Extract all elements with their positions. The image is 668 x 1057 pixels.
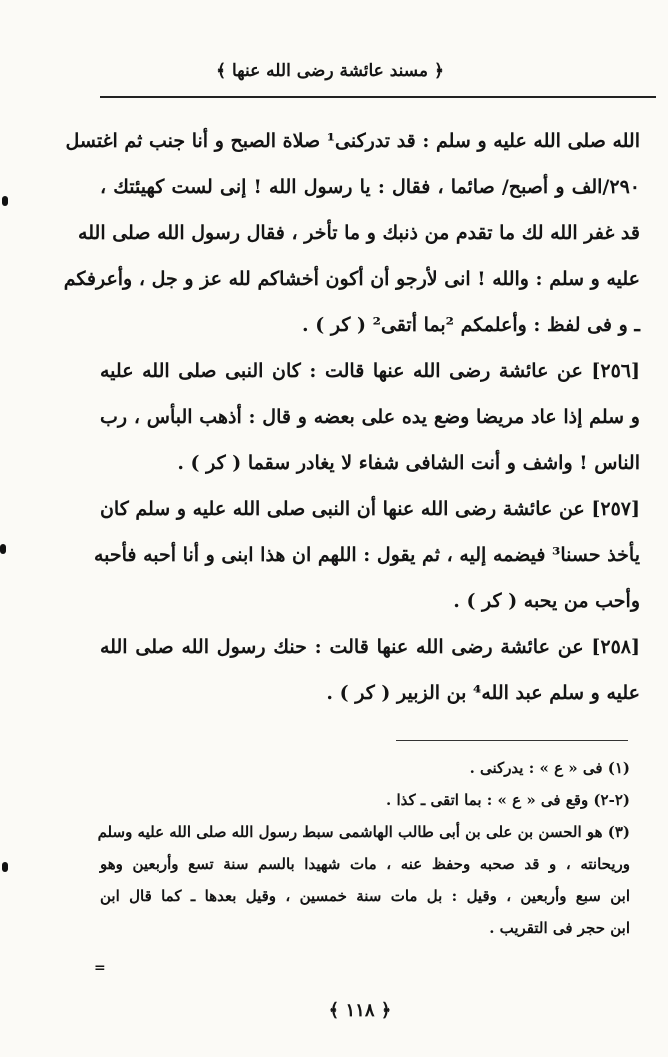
- footnote-3-cont: وريحانته ، و قد صحبه وحفظ عنه ، مات شهيدا بالسم سنة تسع وأربعين وهو: [100, 855, 630, 873]
- page-number: ﴿ ١١٨ ﴾: [328, 1000, 392, 1021]
- body-line: و سلم إذا عاد مريضا وضع يده على بعضه و قال : أذهب البأس ، رب: [100, 406, 640, 428]
- footnotes: [97, 752, 630, 944]
- footnote-3-cont: ابن حجر فى التقريب .: [489, 919, 630, 937]
- edge-mark: =: [94, 960, 106, 976]
- running-head: ﴿ مسند عائشة رضى الله عنها ﴾: [216, 61, 444, 81]
- body-line: الله صلى الله عليه و سلم : قد تدركنى¹ صلاة الصبح و أنا جنب ثم اغتسل: [65, 130, 640, 152]
- footnote-1: (١) فى « ع » : يدركنى .: [469, 759, 630, 777]
- footnote-3-cont: ابن سبع وأربعين ، وقيل : بل مات سنة خمسين ، وقيل بعدها ـ كما قال ابن: [100, 887, 630, 905]
- body-line: عليه و سلم : والله ! انى لأرجو أن أكون أخشاكم لله عز و جل ، وأعرفكم: [63, 268, 640, 290]
- body-line: يأخذ حسنا³ فيضمه إليه ، ثم يقول : اللهم ان هذا ابنى و أنا أحبه فأحبه: [93, 544, 640, 566]
- footnote-2: (٢-٢) وقع فى « ع » : بما اتقى ـ كذا .: [386, 791, 630, 809]
- body-text: [63, 118, 640, 716]
- margin-speck: [2, 196, 8, 206]
- body-line: ـ و فى لفظ : وأعلمكم ²بما أتقى² ( كر ) .: [302, 314, 640, 336]
- footnote-rule: [396, 740, 628, 741]
- body-line: وأحب من يحبه ( كر ) .: [453, 590, 640, 612]
- hadith-257-line: [٢٥٧] عن عائشة رضى الله عنها أن النبى صلى الله عليه و سلم كان: [99, 498, 640, 520]
- body-line: ٢٩٠/الف و أصبح/ صائما ، فقال : يا رسول الله ! إنى لست كهيئتك ،: [100, 176, 640, 198]
- body-line: الناس ! واشف و أنت الشافى شفاء لا يغادر سقما ( كر ) .: [177, 452, 640, 474]
- hadith-256-line: [٢٥٦] عن عائشة رضى الله عنها قالت : كان النبى صلى الله عليه: [100, 360, 640, 382]
- header-rule: [100, 96, 656, 98]
- margin-speck: [2, 862, 8, 872]
- hadith-258-line: [٢٥٨] عن عائشة رضى الله عنها قالت : حنك رسول الله صلى الله: [100, 636, 640, 658]
- body-line: عليه و سلم عبد الله⁴ بن الزبير ( كر ) .: [326, 682, 640, 704]
- footnote-3: (٣) هو الحسن بن على بن أبى طالب الهاشمى سبط رسول الله صلى الله عليه وسلم: [97, 823, 630, 841]
- body-line: قد غفر الله لك ما تقدم من ذنبك و ما تأخر ، فقال رسول الله صلى الله: [78, 222, 640, 244]
- margin-speck: [0, 544, 6, 554]
